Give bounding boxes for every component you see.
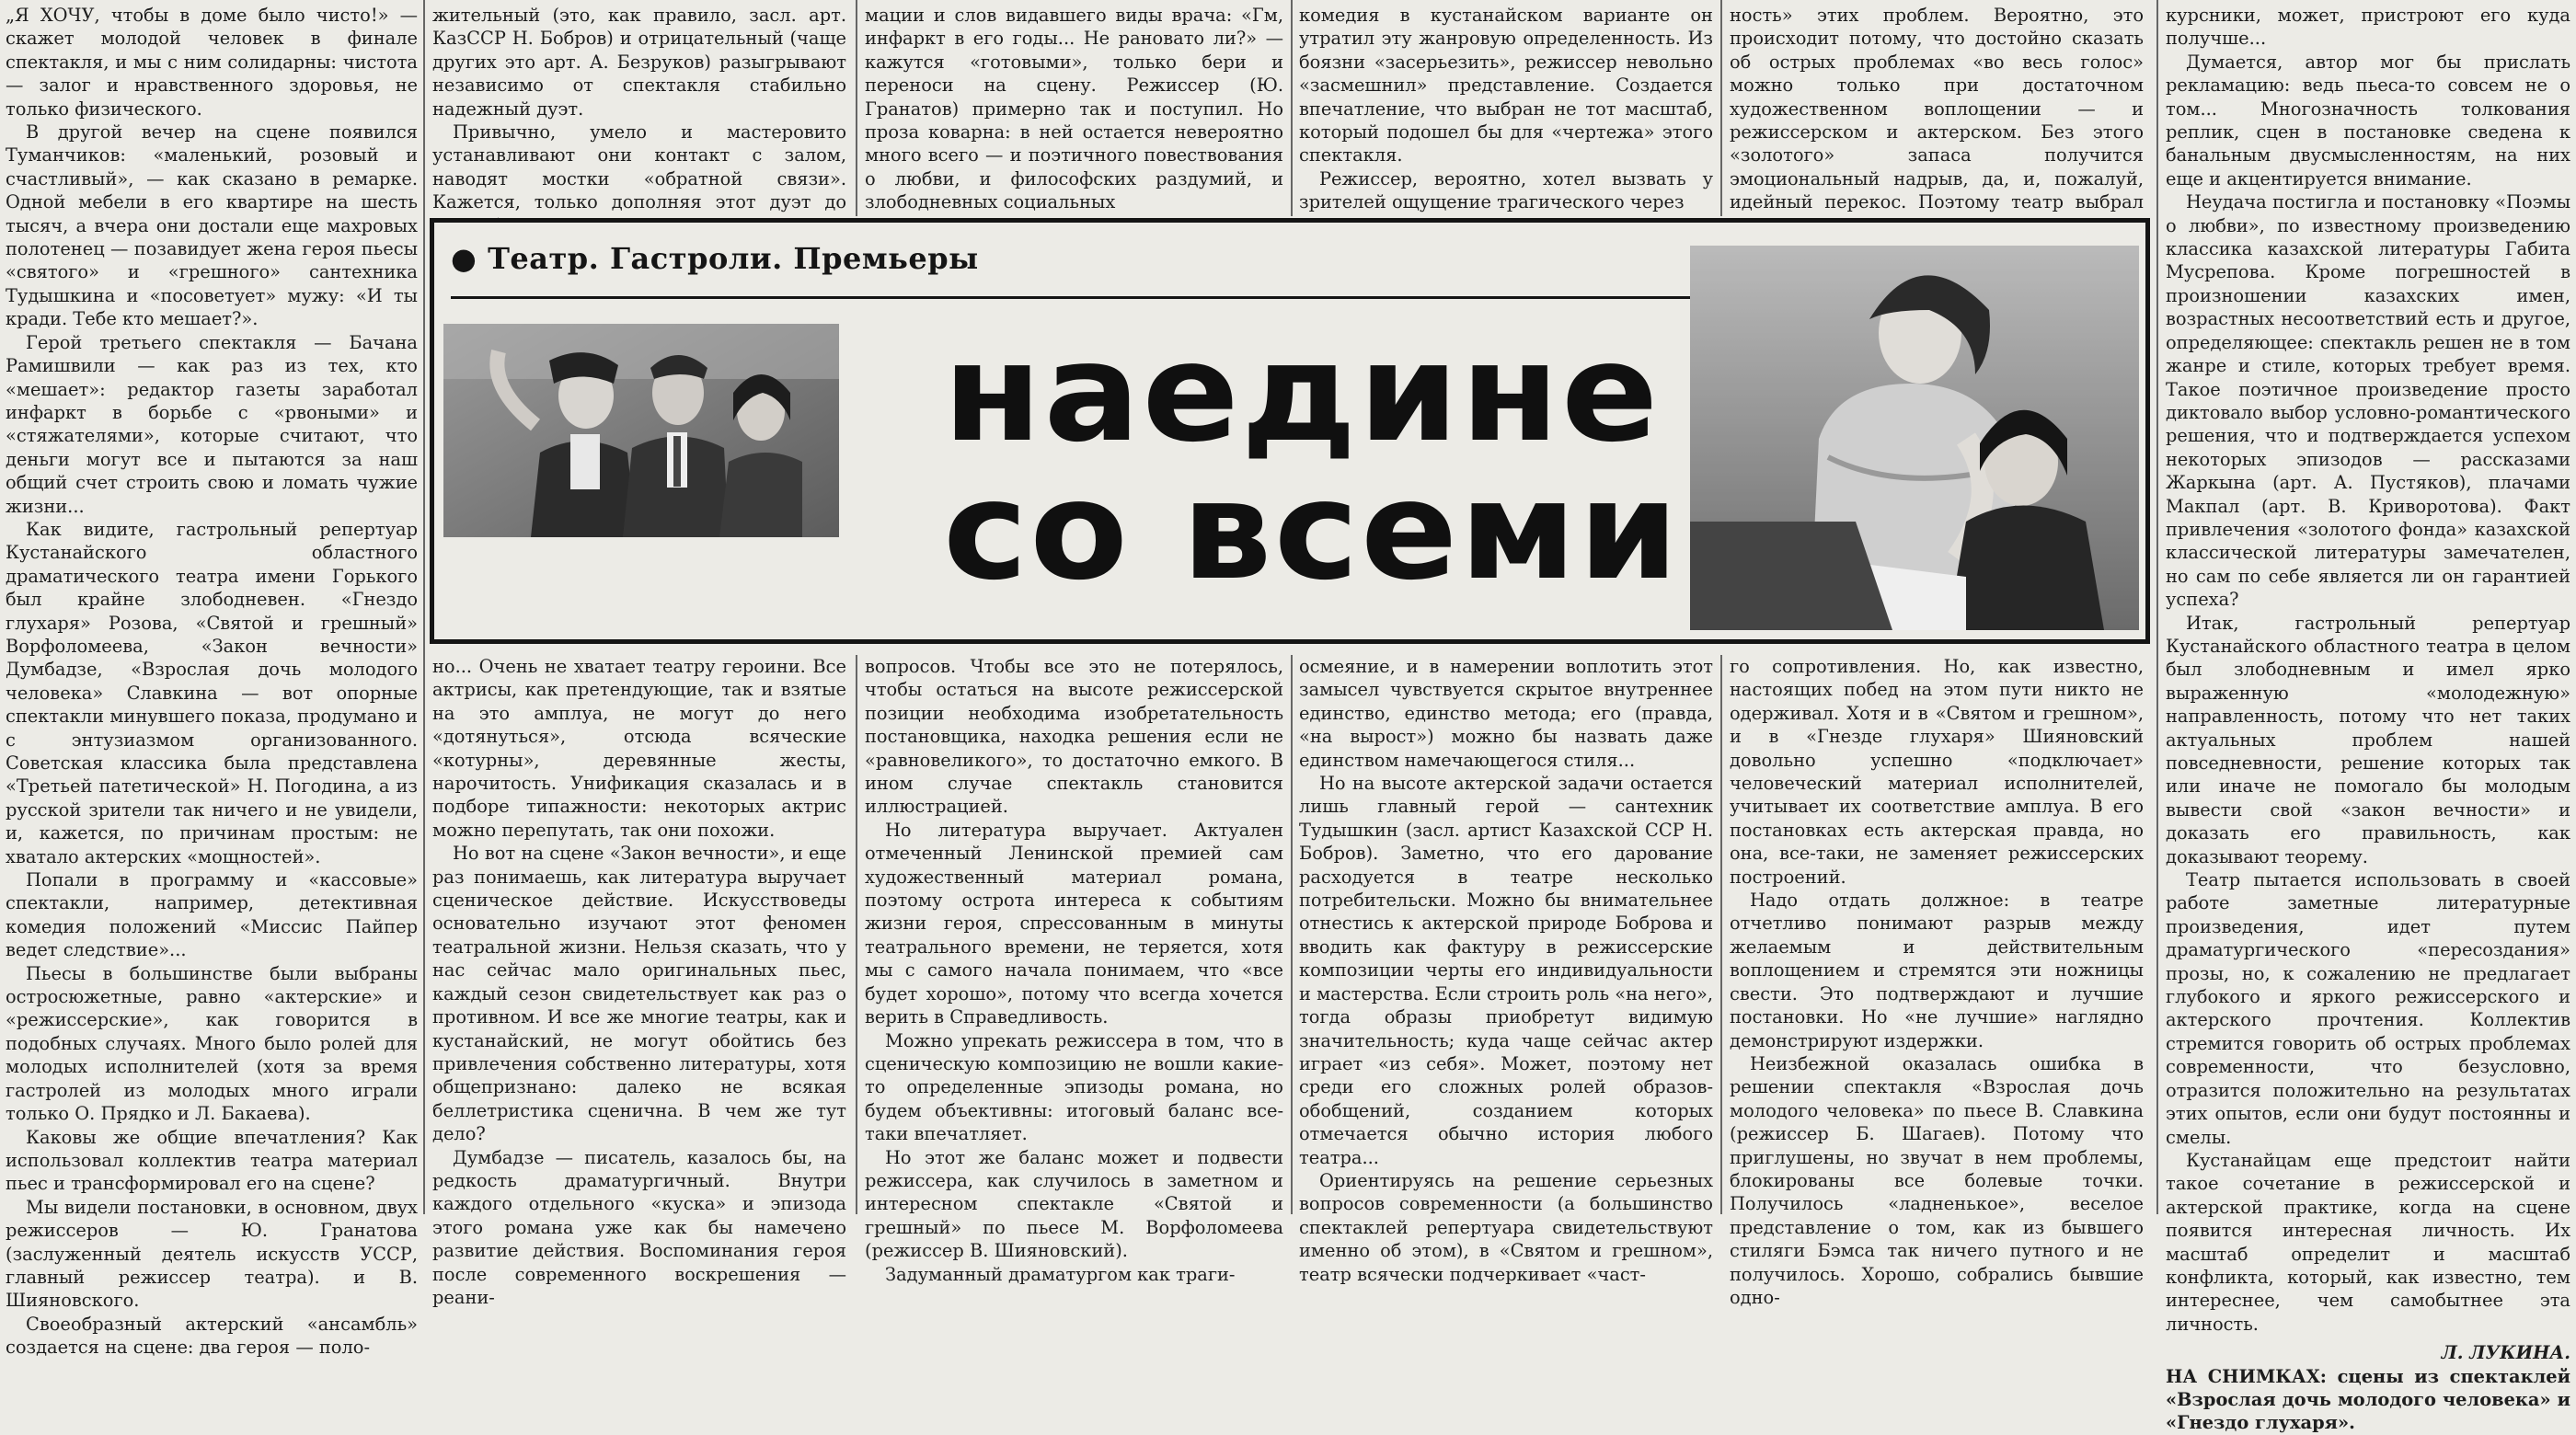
article-paragraph: Думается, автор мог бы прислать рекламацию: ведь пьеса-то совсем не о том... Многозначность толкования реплик, сцен в постановке сведена к банальным двусмысленностям, на них еще и акцентируется внимание. (2166, 51, 2570, 189)
column-4-bottom (1299, 655, 1713, 1285)
column-rule (1291, 0, 1293, 216)
article-paragraph: Герой третьего спектакля — Бачана Рамишвили — как раз из тех, кто «мешает»: редактор газеты заработал инфаркт в борьбе с «рвоными» и «стяжателями», которые считают, что деньги могут все и пытаются за наш общий счет строить свою и ломать чужие жизни... (6, 331, 418, 517)
column-2-top (432, 4, 846, 213)
article-paragraph: Задуманный драматургом как траги- (885, 1263, 1236, 1285)
article-paragraph: Пьесы в большинстве были выбраны остросюжетные, равно «актерские» и «режиссерские», как говорится в подобных случаях. Много было ролей для молодых исполнителей (хотя за время гастролей из молодых много играли только О. Прядко и Л. Бакаева). (6, 962, 418, 1125)
rubric-underline (451, 296, 1702, 299)
column-rule (1720, 655, 1722, 1214)
article-paragraph: Итак, гастрольный репертуар Кустанайского областного театра в целом был злободневным и имел ярко выраженную «молодежную» направленность, потому что нет таких актуальных проблем нашей повседневности, решение которых так или иначе не помогало бы молодым вывести свой «закон вечности» и доказать его правильность, как доказывают теорему. (2166, 612, 2570, 867)
column-2-bottom (432, 655, 846, 1308)
author-signature: Л. ЛУКИНА. (2441, 1342, 2570, 1364)
column-1 (6, 4, 418, 1359)
photo-caption (2166, 1365, 2570, 1435)
article-paragraph: Но этот же баланс может и подвести режиссера, как случилось в заметном и интересном спектакле «Святой и грешный» по пьесе М. Ворфоломеева (режиссер В. Шияновский). (865, 1146, 1283, 1262)
article-paragraph: Но литература выручает. Актуален отмеченный Ленинской премией сам художественный материал романа, поэтому острота интереса к событиям жизни героя, спрессованным в минуты театрального времени, не теряется, хотя мы с самого начала понимаем, что «все будет хорошо», потому что всегда хочется верить в Справедливость. (865, 819, 1283, 1028)
column-rule (1720, 0, 1722, 216)
article-lead-paragraph: „Я ХОЧУ, чтобы в доме было чисто!» — скажет молодой человек в финале спектакля, и мы с ним солидарны: чистота — залог и нравственного здоровья, не только физического. (6, 5, 418, 120)
article-paragraph: Каковы же общие впечатления? Как использовал коллектив театра материал пьес и трансформировал его на сцене? (6, 1126, 418, 1195)
theatre-scene-photo (443, 324, 839, 537)
column-rule (2156, 0, 2158, 1214)
headline (943, 314, 1681, 618)
article-paragraph: Своеобразный актерский «ансамбль» создается на сцене: два героя — поло- (6, 1313, 418, 1359)
article-paragraph: осмеяние, и в намерении воплотить этот замысел чувствуется скрытое внутреннее единство, единство метода; его (правда, «на вырост») можно бы назвать даже единством намечающегося стиля... (1299, 656, 1713, 771)
article-paragraph: ность» этих проблем. Вероятно, это происходит потому, что достойно сказать об острых проблемах «во весь голос» можно только при достаточном художественном воплощении — и режиссерском и актерском. Без этого «золотого» запаса получится эмоциональный надрыв, да, и, пожалуй, идейный перекос. Поэтому театр выбрал (1730, 5, 2144, 213)
theatre-scene-photo (1690, 246, 2139, 630)
article-paragraph: Мы видели постановки, в основном, двух режиссеров — Ю. Гранатова (заслуженный деятель искусств УССР, главный режиссер театра). и В. Шияновского. (6, 1196, 418, 1312)
article-paragraph: комедия в кустанайском варианте он утратил эту жанровую определенность. Из боязни «засерьезить», режиссер невольно «засмешнил» представление. Создается впечатление, что выбран не тот масштаб, который подошел бы для «чертежа» этого спектакля. (1299, 5, 1713, 166)
caption-text: сцены из спектаклей «Взрослая дочь молодого человека» и «Гнездо глухаря». (2166, 1365, 2570, 1434)
column-5-bottom (1730, 655, 2144, 1308)
article-paragraph: жительный (это, как правило, засл. арт. КазССР Н. Бобров) и отрицательный (чаще других это арт. А. Безруков) разыгрывают независимо от спектакля стабильно надежный дуэт. (432, 5, 846, 120)
headline-line-2: со всеми (943, 452, 1681, 610)
rubric-label: Театр. Гастроли. Премьеры (488, 241, 979, 276)
article-paragraph: Ориентируясь на решение серьезных вопросов современности (а большинство спектаклей репертуара свидетельствуют именно об этом), в «Святом и грешном», театр всячески подчеркивает «част- (1299, 1169, 1713, 1285)
article-paragraph: го сопротивления. Но, как известно, настоящих побед на этом пути никто не одерживал. Хотя и в «Святом и грешном», и в «Гнезде глухаря» Шияновский довольно успешно «подключает» человеческий материал исполнителей, учитывает их соответствие амплуа. В его постановках есть актерская правда, но она, все-таки, не заменяет режиссерских построений. (1730, 656, 2144, 888)
headline-banner (430, 218, 2150, 644)
caption-lead: НА СНИМКАХ: (2166, 1365, 2327, 1387)
article-paragraph: вопросов. Чтобы все это не потерялось, чтобы остаться на высоте режиссерской позиции необходима изобретательность постановщика, находка решения если не «равновеликого», то достаточно емкого. В ином случае спектакль становится иллюстрацией. (865, 656, 1283, 818)
article-paragraph: мации и слов видавшего виды врача: «Гм, инфаркт в его годы... Не рановато ли?» — кажутся «готовыми», только бери и переноси на сцену. Режиссер (Ю. Гранатов) примерно так и поступил. Но проза коварна: в ней остается невероятно много всего — и поэтичного повествования о любви, и философских раздумий, и злободневных социальных (865, 5, 1283, 213)
column-4-top (1299, 4, 1713, 213)
article-paragraph: Попали в программу и «кассовые» спектакли, например, детективная комедия положений «Миссис Пайпер ведет следствие»... (6, 869, 418, 961)
column-rule (423, 0, 425, 1214)
article-paragraph: Как видите, гастрольный репертуар Кустанайского областного драматического театра имени Горького был крайне злободневен. «Гнездо глухаря» Розова, «Святой и грешный» Ворфоломеева, «Закон вечности» Думбадзе, «Взрослая дочь молодого человека» Славкина — вот опорные спектакли минувшего показа, продумано и с энтузиазмом организованного. Советская классика была представлена «Третьей патетической» Н. Погодина, а из русской зрители так ничего и не увидели, и, кажется, по причинам простым: не хватало актерских «мощностей». (6, 518, 418, 867)
article-paragraph: Надо отдать должное: в театре отчетливо понимают разрыв между желаемым и действительным воплощением и стремятся эти ножницы свести. Это подтверждают и лучшие постановки. Но «не лучшие» наглядно демонстрируют издержки. (1730, 890, 2144, 1051)
article-paragraph: Режиссер, вероятно, хотел вызвать у зрителей ощущение трагического через (1299, 167, 1713, 213)
article-paragraph: Неизбежной оказалась ошибка в решении спектакля «Взрослая дочь молодого человека» по пьесе В. Славкина (режиссер Б. Шагаев). Потому что приглушены, но звучат в нем проблемы, блокированы все болевые точки. Получилось «ладненькое», веселое представление о том, как из бывшего стиляги Бэмса так ничего путного и не получилось. Хорошо, собрались бывшие одно- (1730, 1052, 2144, 1308)
column-rule (1291, 655, 1293, 1214)
article-paragraph: Думбадзе — писатель, казалось бы, на редкость драматургичный. Внутри каждого отдельного «куска» и эпизода этого романа уже как бы намечено развитие действия. Воспоминания героя после современного воскрешения — реани- (432, 1146, 846, 1308)
article-paragraph: Привычно, умело и мастеровито устанавливают они контакт с залом, наводят мостки «обратной связи». Кажется, только дополняя этот дуэт до (432, 121, 846, 213)
column-3-top (865, 4, 1283, 213)
article-paragraph: но... Очень не хватает театру героини. Все актрисы, как претендующие, так и взятые на это амплуа, не могут до него «дотянуться», отсюда всяческие «котурны», деревянные жесты, нарочитость. Унификация сказалась и в подборе типажности: некоторых актрис можно перепутать, так они похожи. (432, 656, 846, 841)
article-paragraph: В другой вечер на сцене появился Туманчиков: «маленький, розовый и счастливый», — как сказано в ремарке. Одной мебели в его квартире на шесть тысяч, а вчера они достали еще махровых полотенец — позавидует жена героя пьесы «святого» и «грешного» сантехника Тудышкина и «посоветует» мужу: «И ты кради. Тебе кто мешает?». (6, 121, 418, 330)
column-5-top (1730, 4, 2144, 213)
article-paragraph: Неудача постигла и постановку «Поэмы о любви», по известному произведению классика казахской литературы Габита Мусрепова. Кроме погрешностей в произношении казахских имен, возрастных несоответствий есть и другое, определяющее: спектакль решен не в том жанре и стиле, которых требует время. Такое поэтичное произведение просто диктовало выбор условно-романтического решения, что и подтверждается успехом некоторых эпизодов — рассказами Жаркына (арт. А. Пустяков), плачами Макпал (арт. В. Криворотова). Факт привлечения «золотого фонда» казахской классической литературы замечателен, но сам по себе является ли он гарантией успеха? (2166, 191, 2570, 611)
column-rule (856, 0, 857, 216)
column-3-bottom (865, 655, 1283, 1285)
article-paragraph: Но вот на сцене «Закон вечности», и еще раз понимаешь, как литература выручает сценическое действие. Искусствоведы основательно изучают этот феномен театральной жизни. Нельзя сказать, что у нас сейчас мало оригинальных пьес, каждый сезон свидетельствует как раз о противном. И все же многие театры, как и кустанайский, не могут обойтись без привлечения собственно литературы, хотя общепризнано: далеко не всякая беллетристика сценична. В чем же тут дело? (432, 843, 846, 1145)
photo-scene-left (443, 324, 839, 537)
rubric-heading (451, 241, 979, 276)
column-6 (2166, 4, 2570, 1434)
photo-scene-right (1690, 246, 2139, 630)
column-rule (856, 655, 857, 1214)
article-paragraph: Можно упрекать режиссера в том, что в сценическую композицию не вошли какие-то определенные эпизоды романа, но будем объективны: итоговый баланс все-таки впечатляет. (865, 1029, 1283, 1145)
article-paragraph: Кустанайцам еще предстоит найти такое сочетание в режиссерской и актерской практике, когда на сцене появится интересная личность. Их масштаб определит и масштаб конфликта, который, как известно, тем интереснее, чем самобытнее эта личность. (2166, 1149, 2570, 1335)
headline-line-1: наедине (943, 314, 1661, 472)
article-paragraph: Театр пытается использовать в своей работе заметные литературные произведения, идет путем драматургического «пересоздания» прозы, но, к сожалению не предлагает глубокого и яркого режиссерского и актерского прочтения. Коллектив стремится говорить об острых проблемах современности, что безусловно, отразится положительно на результатах этих опытов, если они будут постоянны и смелы. (2166, 869, 2570, 1148)
article-paragraph: Но на высоте актерской задачи остается лишь главный герой — сантехник Тудышкин (засл. артист Казахской ССР Н. Бобров). Заметно, что его дарование расходуется в театре несколько потребительски. Можно бы внимательнее отнестись к актерской природе Боброва и вводить как фактуру в режиссерские композиции черты его индивидуальности и мастерства. Если строить роль «на него», тогда образы приобретут видимую значительность; куда чаще сейчас актер играет «из себя». Может, поэтому нет среди его сложных ролей образов-обобщений, созданием которых отмечается обычно история любого театра... (1299, 773, 1713, 1168)
bullet-icon: ● (451, 241, 477, 276)
article-paragraph: курсники, может, пристроют его куда получше... (2166, 5, 2570, 50)
